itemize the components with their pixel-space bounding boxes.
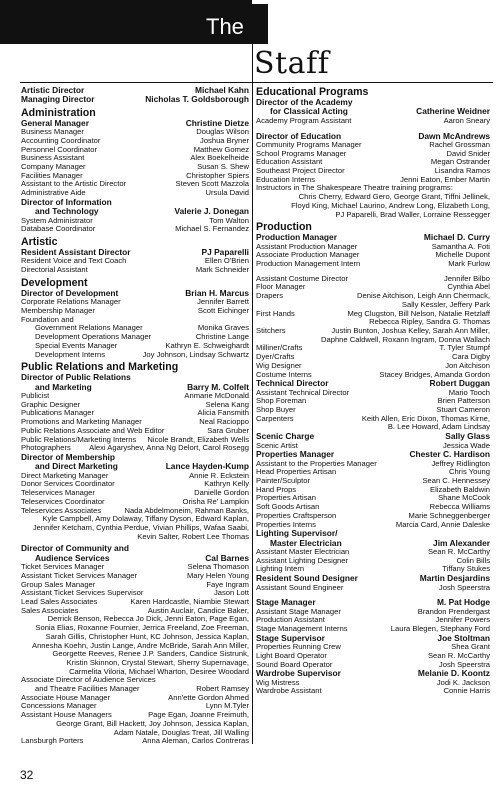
continuation-line: Kristin Skinnon, Crystal Stewart, Sherry Supernavage,	[66, 657, 249, 667]
staff-role: Assistant Technical Director	[256, 387, 350, 397]
staff-name: Josh Speerstra	[438, 582, 490, 592]
staff-name: Nada Abdelmoneim, Rahman Banks,	[124, 505, 249, 515]
staff-role: Sales Associates	[21, 605, 79, 615]
staff-role: Database Coordinator	[21, 224, 96, 234]
staff-role: Facilities Manager	[21, 170, 83, 180]
staff-role: Assistant Ticket Services Manager	[21, 570, 138, 580]
column-divider	[252, 44, 253, 744]
continuation-line: Daphne Caldwell, Roxann Ingram, Donna Wallach	[321, 334, 490, 344]
staff-name: Martin Desjardins	[419, 573, 490, 584]
staff-role: Sound Board Operator	[256, 659, 333, 669]
staff-role: Lighting Intern	[256, 564, 305, 574]
staff-role: Personnel Coordinator	[21, 144, 97, 154]
staff-role: Wig Designer	[256, 360, 302, 370]
staff-role: Milliner/Crafts	[256, 343, 303, 353]
staff-name: Cynthia Abel	[447, 282, 490, 292]
staff-name: Michael D. Curry	[423, 232, 490, 243]
staff-name: Mary Helen Young	[186, 570, 249, 580]
staff-name: Lisandra Ramos	[434, 166, 490, 176]
staff-role: Resident Voice and Text Coach	[21, 256, 127, 266]
staff-name: Josh Speerstra	[438, 659, 490, 669]
staff-role: Production Manager	[256, 232, 337, 243]
continuation-line: Chris Cherry, Edward Gero, George Grant, Tiffni Jellinek,	[298, 192, 490, 202]
staff-name: Colin Bills	[456, 555, 490, 565]
staff-role: Directorial Assistant	[21, 265, 88, 275]
staff-name: Nicholas T. Goldsborough	[145, 94, 249, 105]
staff-name: Christopher Spiers	[186, 170, 249, 180]
staff-role: Technical Director	[256, 378, 329, 389]
staff-name: Michael Kahn	[195, 85, 249, 95]
staff-name: Christine Lange	[195, 332, 249, 342]
staff-name: Alicia Fansmith	[197, 408, 249, 418]
staff-name: PJ Paparelli	[201, 247, 249, 258]
continuation-line: Kevin Salter, Robert Lee Thomas	[137, 531, 249, 541]
staff-role: Teleservices Manager	[21, 488, 95, 498]
staff-name: Alexi Agaryshev, Anna Ng Delort, Carol Rosegg	[89, 443, 249, 453]
staff-name: Elizabeth Baldwin	[430, 484, 490, 494]
staff-name: Scott Eichinger	[197, 305, 249, 315]
staff-role: Education Assistant	[256, 157, 323, 167]
staff-role: Corporate Relations Manager	[21, 297, 121, 307]
staff-role: Public Relations Associate and Web Editor	[21, 425, 165, 435]
staff-row	[256, 260, 490, 269]
continuation-line: Sarah Gillis, Christopher Hunt, KC Johnson, Jessica Kaplan,	[45, 631, 249, 641]
staff-list	[21, 289, 249, 316]
staff-list	[256, 233, 490, 269]
staff-name: Jon Aitchison	[445, 360, 490, 370]
page-title: Staff	[254, 46, 330, 81]
staff-name: Orisha Re' Lampkin	[182, 496, 249, 506]
staff-role: Wig Mistress	[256, 677, 300, 687]
staff-name: Connie Harris	[443, 686, 490, 696]
staff-name: Mark Schneider	[195, 265, 249, 275]
staff-row	[256, 584, 490, 593]
staff-name: Denise Aitchison, Leigh Ann Chermack,	[357, 291, 490, 301]
staff-name: Jennifer Barrett	[197, 297, 249, 307]
staff-name: Alex Boekelheide	[190, 153, 249, 163]
staff-name: Matthew Gomez	[193, 144, 249, 154]
staff-name: Laura Blegen, Stephany Ford	[390, 624, 490, 634]
staff-role: Shop Buyer	[256, 405, 296, 415]
staff-name: Chester C. Hardison	[409, 449, 490, 460]
continuation-line: Sonia Elias, Roxanne Fournier, Jerrica Freeland, Zoe Freeman,	[35, 623, 249, 633]
staff-role: Assistant Stage Manager	[256, 606, 341, 616]
staff-name: Marie Schneggenberger	[408, 510, 490, 520]
staff-role: Business Assistant	[21, 153, 85, 163]
staff-row: and Theatre Facilities Manager Robert Ramsey	[35, 684, 249, 694]
staff-role: Production Management Intern	[256, 259, 361, 269]
staff-role: Teleservices Coordinator	[21, 496, 105, 506]
continuation-block	[21, 720, 249, 737]
staff-role: Associate Production Manager	[256, 250, 360, 260]
staff-name: Ursula David	[205, 188, 249, 198]
staff-role: Business Manager	[21, 127, 84, 137]
staff-name: Douglas Wilson	[196, 127, 249, 137]
staff-list	[256, 432, 490, 529]
staff-list	[21, 119, 249, 198]
section-public-relations: Public Relations and Marketing	[21, 361, 179, 374]
staff-name: Kathryn E. Schweighardt	[165, 340, 249, 350]
staff-role: Promotions and Marketing Manager	[21, 417, 142, 427]
staff-role: Wardrobe Supervisor	[256, 668, 341, 679]
staff-name: Austin Auclair, Candice Baker,	[147, 605, 249, 615]
continuation-line: Sally Kessler, Jeffery Park	[401, 299, 490, 309]
continuation-line: Floyd King, Michael Laurino, Andrew Long, Elizabeth Long,	[291, 200, 490, 210]
header-the: The	[206, 14, 244, 39]
staff-name: Joe Stoltman	[437, 632, 490, 643]
staff-name: Cara Digby	[452, 352, 490, 362]
staff-role: Hand Props	[256, 484, 297, 494]
staff-row: and Technology Valerie J. Donegan	[35, 206, 249, 217]
staff-name: Karen Hardcastle, Niambie Stewart	[130, 597, 249, 606]
staff-row: Lansburgh Porters Anna Aleman, Carlos Contreras	[21, 736, 249, 746]
staff-name: Shane McCook	[438, 493, 490, 503]
staff-row: Audience Services Cal Barnes	[35, 552, 249, 563]
continuation-block	[21, 615, 249, 676]
staff-role: Assistant Production Manager	[256, 241, 358, 251]
staff-role: Publicist	[21, 391, 50, 401]
staff-role: Administrative Aide	[21, 188, 86, 198]
staff-role: Production Assistant	[256, 615, 325, 625]
staff-name: Annie R. Eckstein	[189, 470, 249, 480]
continuation-line: Kyle Campbell, Amy Dolaway, Tiffany Dyson, Edward Kaplan,	[42, 514, 249, 524]
staff-role: Photographers	[21, 443, 71, 453]
staff-name: Susan S. Shew	[197, 162, 249, 172]
continuation-line: Adam Natale, Douglas Treat, Jill Walling	[113, 727, 249, 737]
staff-name: Faye Ingram	[206, 579, 249, 589]
staff-role: Properties Running Crew	[256, 642, 341, 652]
staff-name: Selena Thomason	[187, 562, 249, 572]
staff-name: Jason Lott	[213, 588, 249, 598]
staff-name: Sara Gruber	[207, 425, 249, 435]
staff-role: Resident Assistant Director	[21, 247, 131, 258]
staff-role: General Manager	[21, 117, 89, 128]
staff-role: Graphic Designer	[21, 399, 81, 409]
staff-role: Floor Manager	[256, 282, 306, 292]
staff-role: Community Programs Manager	[256, 139, 362, 149]
staff-name: M. Pat Hodge	[436, 597, 490, 608]
staff-role: Properties Craftsperson	[256, 510, 337, 520]
staff-name: Sean C. Hennessey	[422, 476, 490, 486]
section-production: Production	[256, 221, 312, 234]
staff-list	[256, 379, 490, 423]
staff-role: Light Board Operator	[256, 650, 327, 660]
staff-role: Concessions Manager	[21, 701, 97, 711]
staff-list	[21, 563, 249, 615]
continuation-line: Instructors in The Shakespeare Theatre training programs:	[256, 183, 453, 193]
staff-role: Stage Manager	[256, 597, 316, 608]
staff-name: Michael S. Fernandez	[175, 224, 249, 234]
staff-name: Robert Duggan	[429, 378, 490, 389]
staff-name: Lynn M.Tyler	[205, 701, 249, 711]
staff-name: Sean R. McCarthy	[427, 547, 490, 557]
staff-row: for Classical Acting Catherine Weidner	[270, 106, 490, 117]
staff-name: Keith Allen, Eric Dixon, Thomas Kirne,	[361, 413, 490, 423]
left-column	[21, 86, 249, 746]
staff-role: Development Interns	[35, 349, 106, 359]
staff-role: Government Relations Manager	[35, 323, 143, 333]
continuation-line: Jennifer Ketcham, Cynthia Perdue, Vivian Phillips, Wafaa Saabi,	[32, 522, 249, 532]
continuation-line: Rebecca Ripley, Sandra G. Thomas	[369, 317, 490, 327]
staff-role: Ticket Services Manager	[21, 562, 105, 572]
staff-role: Group Sales Manager	[21, 579, 96, 589]
staff-role: Soft Goods Artisan	[256, 502, 320, 512]
section-artistic: Artistic	[21, 236, 58, 249]
staff-name: Mario Tooch	[448, 387, 490, 397]
staff-list	[256, 275, 490, 301]
staff-name: Dawn McAndrews	[418, 130, 490, 141]
staff-role: Carpenters	[256, 413, 294, 423]
community-director-line1: Director of Community and	[21, 543, 129, 554]
staff-role: Public Relations/Marketing Interns	[21, 434, 137, 444]
page-number: 32	[20, 768, 34, 782]
staff-list	[256, 548, 490, 592]
staff-role: Managing Director	[21, 94, 95, 105]
dir-info-line1: Director of Information	[21, 196, 112, 207]
staff-name: Mark Furlow	[448, 259, 490, 269]
continuation-line: B. Lee Howard, Adam Lindsay	[387, 422, 490, 432]
academy-director-line1: Director of the Academy	[256, 97, 353, 107]
staff-role: Stage Management Interns	[256, 624, 348, 634]
staff-name: Page Egan, Joanne Freimuth,	[148, 710, 249, 720]
staff-name: Nicole Brandt, Elizabeth Wells	[147, 434, 249, 444]
staff-name: Anmarie McDonald	[184, 391, 249, 401]
staff-name: Samantha A. Foti	[431, 241, 490, 251]
staff-role: Artistic Director	[21, 85, 85, 95]
right-rule	[253, 82, 493, 83]
staff-name: Brian H. Marcus	[185, 287, 249, 298]
staff-name: Rebecca Williams	[429, 502, 490, 512]
membership-director-line1: Director of Membership	[21, 451, 116, 462]
staff-name: T. Tyler Stumpf	[439, 343, 490, 353]
staff-role: Teleservices Associates	[21, 505, 102, 515]
staff-name: Marcia Card, Annie Daleske	[395, 519, 490, 529]
staff-role: Southeast Project Director	[256, 166, 345, 176]
staff-name: Jodi K. Jackson	[436, 677, 490, 687]
foundation-line: Foundation and	[21, 314, 74, 324]
staff-role: Wardrobe Assistant	[256, 686, 322, 696]
staff-name: Michelle Dupont	[435, 250, 490, 260]
section-educational-programs: Educational Programs	[256, 86, 369, 98]
staff-name: Tom Walton	[209, 215, 249, 225]
staff-row	[21, 95, 249, 104]
continuation-line: Derrick Benson, Rebecca Jo Dick, Jenni Eaton, Page Egan,	[47, 614, 249, 624]
right-column	[256, 86, 490, 696]
staff-list	[21, 392, 249, 453]
staff-list	[21, 217, 249, 234]
staff-row: First Hands Meg Clugston, Bill Nelson, Natalie Retzlaff	[256, 308, 490, 318]
staff-role: Costume Interns	[256, 369, 312, 379]
staff-role: Associate House Manager	[21, 692, 111, 702]
staff-role: Development Operations Manager	[35, 332, 152, 342]
staff-role: Publications Manager	[21, 408, 95, 418]
staff-name: Stacey Bridges, Amanda Gordon	[379, 369, 490, 379]
staff-role: Assistant Ticket Services Supervisor	[21, 588, 144, 598]
continuation-line: Georgette Reeves, Renee J.P. Sanders, Candice Sistrunk,	[52, 649, 249, 659]
continuation-line: Carmelita Viloria, Michael Wharton, Desiree Woodard	[69, 666, 249, 676]
staff-name: Tiffany Stukes	[442, 564, 490, 574]
staff-name: Joshua Bryner	[200, 135, 249, 145]
staff-name: Shea Grant	[451, 642, 490, 652]
staff-list	[256, 344, 490, 379]
left-rule	[20, 82, 252, 83]
staff-role: Director of Development	[21, 287, 119, 298]
staff-list	[21, 694, 249, 720]
staff-role: Scenic Charge	[256, 431, 315, 442]
staff-row	[21, 225, 249, 234]
staff-name: Sally Glass	[445, 431, 490, 442]
staff-role: Director of Education	[256, 130, 342, 141]
section-development: Development	[21, 276, 88, 289]
staff-name: Steven Scott Mazzola	[175, 179, 249, 189]
staff-list	[21, 86, 249, 105]
staff-role: Assistant Costume Director	[256, 273, 348, 283]
staff-role: Direct Marketing Manager	[21, 470, 109, 480]
staff-role: Properties Manager	[256, 449, 335, 460]
staff-name: Jeffrey Ridlington	[431, 458, 490, 468]
staff-role: Assistant Lighting Designer	[256, 555, 349, 565]
staff-name: Brien Patterson	[437, 396, 490, 406]
staff-role: System Administrator	[21, 215, 93, 225]
staff-row: Stitchers Justin Bunton, Joshua Kelley, Sarah Ann Miller,	[256, 325, 490, 335]
staff-list	[256, 132, 490, 185]
staff-role: Company Manager	[21, 162, 86, 172]
staff-name: Jenni Eaton, Ember Martin	[400, 174, 490, 184]
staff-role: Education Interns	[256, 174, 316, 184]
lighting-supervisor-line1: Lighting Supervisor/	[256, 528, 338, 539]
staff-name: Megan Ostrander	[430, 157, 490, 167]
staff-role: Assistant House Managers	[21, 710, 112, 720]
staff-list	[256, 598, 490, 696]
staff-role: Assistant Master Electrician	[256, 547, 350, 557]
continuation-line: Annesha Koehn, Justin Lange, Andre McBride, Sarah Ann Miller,	[32, 640, 249, 650]
staff-role: Properties Interns	[256, 519, 316, 529]
staff-role: Dyer/Crafts	[256, 352, 295, 362]
section-administration: Administration	[21, 106, 96, 119]
assoc-director-line1: Associate Director of Audience Services	[21, 675, 156, 685]
staff-name: Kathryn Kelly	[204, 479, 249, 489]
staff-name: Sean R. McCarthy	[427, 650, 490, 660]
staff-row: and Marketing Barry M. Colfelt	[35, 381, 249, 392]
staff-role: Lead Sales Associates	[21, 597, 98, 606]
staff-role: Head Properties Artisan	[256, 467, 337, 477]
staff-row: Master Electrician Jim Alexander	[270, 537, 490, 548]
staff-role: Special Events Manager	[35, 340, 118, 350]
continuation-line: PJ Paparelli, Brad Waller, Lorraine Ressegger	[335, 209, 490, 219]
staff-name: Jessica Wade	[443, 440, 490, 450]
staff-name: Stuart Cameron	[436, 405, 490, 415]
staff-role: Scenic Artist	[256, 440, 298, 450]
staff-name: Danielle Gordon	[194, 488, 249, 498]
staff-name: Brandon Prendergast	[417, 606, 490, 616]
staff-name: Ellen O'Brien	[204, 256, 249, 266]
staff-role: Membership Manager	[21, 305, 95, 315]
staff-role: Stage Supervisor	[256, 632, 325, 643]
staff-role: Properties Artisan	[256, 493, 316, 503]
staff-role: Resident Sound Designer	[256, 573, 358, 584]
staff-list	[21, 472, 249, 516]
staff-name: Jennifer Powers	[435, 615, 490, 625]
staff-name: Jennifer Bilbo	[443, 273, 490, 283]
staff-name: David Snider	[446, 148, 490, 158]
staff-name: Ann'ette Gordon Ahmed	[168, 692, 249, 702]
staff-row: Academy Program Assistant Aaron Sneary	[256, 115, 490, 125]
staff-role: Drapers	[256, 291, 284, 301]
staff-role: Shop Foreman	[256, 396, 307, 406]
staff-name: Rachel Grossman	[429, 139, 490, 149]
staff-list	[21, 248, 249, 275]
staff-role: Assistant to the Artistic Director	[21, 179, 127, 189]
staff-name: Selena Kang	[205, 399, 249, 409]
staff-role: Donor Services Coordinator	[21, 479, 115, 489]
continuation-block	[256, 184, 490, 219]
staff-name: Joy Johnson, Lindsay Schwartz	[142, 349, 249, 359]
continuation-block	[21, 515, 249, 541]
staff-name: Neal Racioppo	[199, 417, 249, 427]
staff-row: and Direct Marketing Lance Hayden-Kump	[35, 461, 249, 472]
staff-name: Chris Young	[449, 467, 490, 477]
staff-role: School Programs Manager	[256, 148, 347, 158]
staff-row	[21, 266, 249, 275]
staff-row	[256, 687, 490, 696]
staff-name: Melanie D. Koontz	[417, 668, 490, 679]
pr-director-line1: Director of Public Relations	[21, 372, 131, 383]
staff-role: Accounting Coordinator	[21, 135, 101, 145]
staff-name: Monika Graves	[197, 323, 249, 333]
staff-name: Christine Dietze	[185, 117, 249, 128]
continuation-line: George Grant, Bill Hackett, Joy Johnson, Jessica Kaplan,	[56, 718, 249, 728]
staff-list	[21, 324, 249, 359]
staff-role: Assistant to the Properties Manager	[256, 458, 377, 468]
staff-row	[35, 351, 249, 360]
staff-role: Assistant Sound Engineer	[256, 582, 344, 592]
staff-role: Painter/Sculptor	[256, 476, 311, 486]
